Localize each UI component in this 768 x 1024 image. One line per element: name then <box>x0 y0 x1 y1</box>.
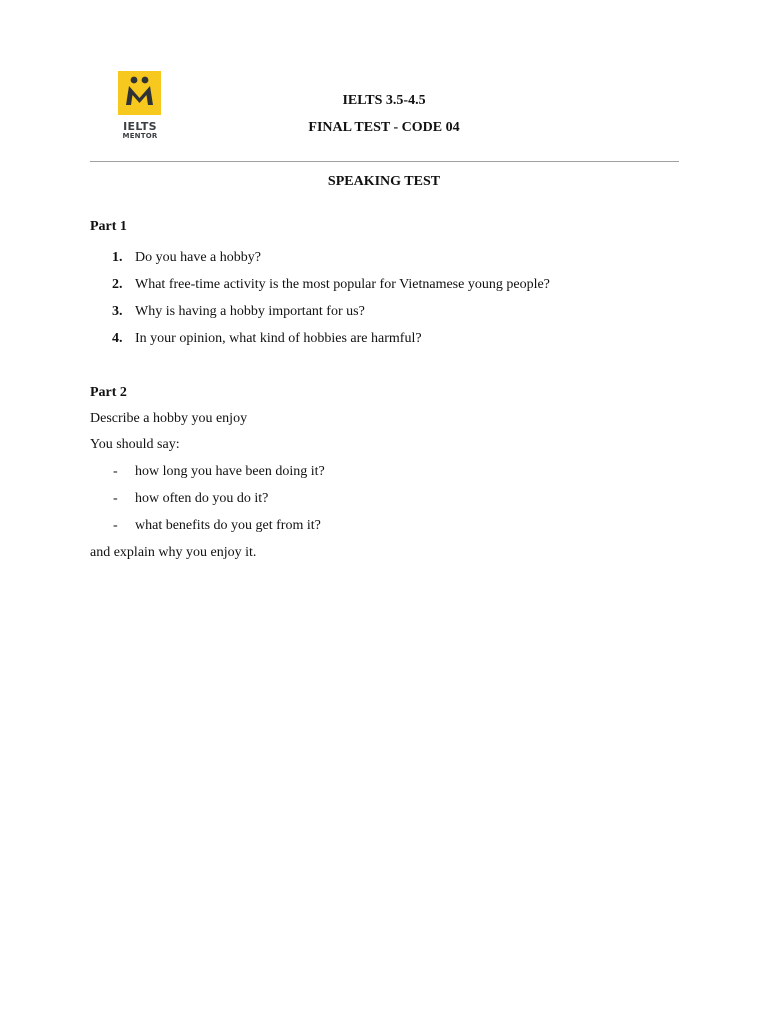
question-text: Why is having a hobby important for us? <box>135 304 365 319</box>
part2-intro: You should say: <box>90 437 180 452</box>
test-level-title: IELTS 3.5-4.5 <box>342 93 426 108</box>
question-number: 1. <box>112 250 123 265</box>
cue-text: how often do you do it? <box>135 491 269 506</box>
bullet-dash: - <box>113 464 118 479</box>
bullet-dash: - <box>113 518 118 533</box>
header-divider <box>90 161 679 162</box>
logo-wordmark: IELTS <box>123 120 157 133</box>
bullet-dash: - <box>113 491 118 506</box>
question-text: Do you have a hobby? <box>135 250 261 265</box>
question-number: 4. <box>112 331 123 346</box>
cue-text: how long you have been doing it? <box>135 464 325 479</box>
question-text: In your opinion, what kind of hobbies are harmful? <box>135 331 422 346</box>
part2-topic: Describe a hobby you enjoy <box>90 411 248 426</box>
question-number: 2. <box>112 277 123 292</box>
part2-closing: and explain why you enjoy it. <box>90 545 257 560</box>
question-number: 3. <box>112 304 123 319</box>
test-code-title: FINAL TEST - CODE 04 <box>308 120 460 135</box>
question-text: What free-time activity is the most popular for Vietnamese young people? <box>135 277 550 292</box>
part2-heading: Part 2 <box>90 385 127 400</box>
part1-heading: Part 1 <box>90 219 127 234</box>
logo-subword: MENTOR <box>122 132 158 140</box>
section-title: SPEAKING TEST <box>327 174 441 189</box>
cue-text: what benefits do you get from it? <box>135 518 321 533</box>
